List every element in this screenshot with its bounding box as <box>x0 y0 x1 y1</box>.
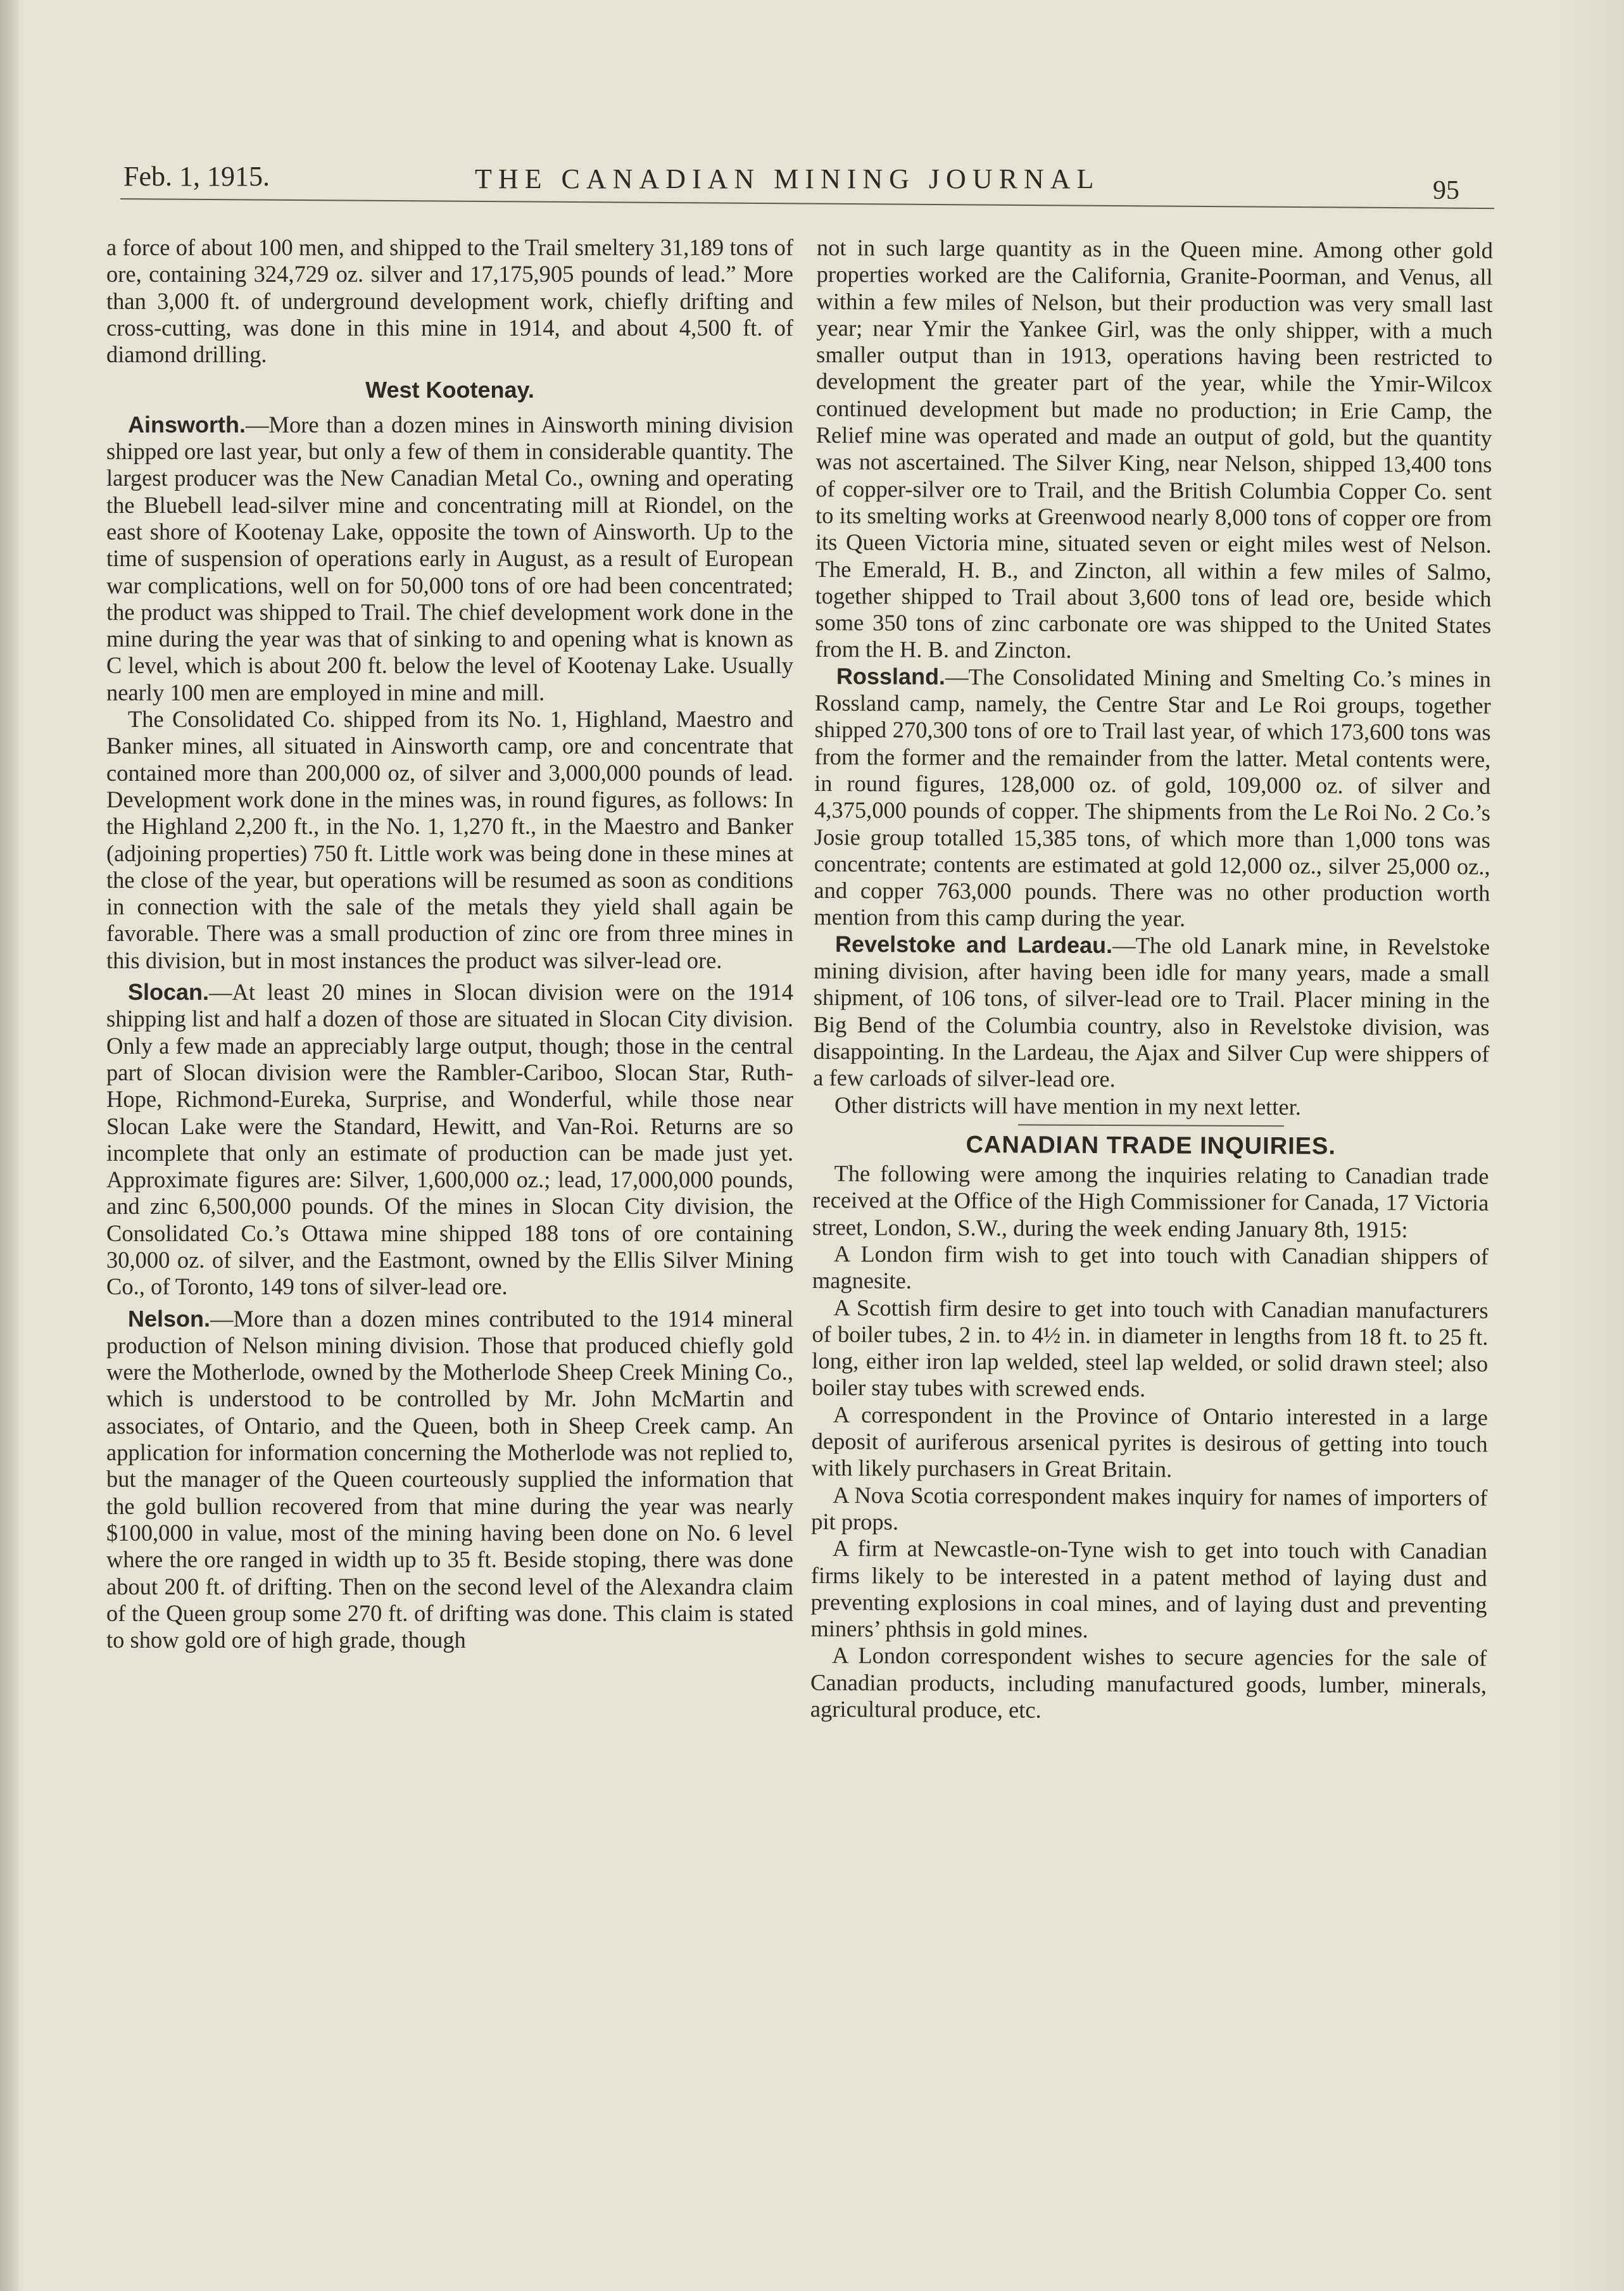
journal-title: THE CANADIAN MINING JOURNAL <box>475 163 1100 194</box>
left-column <box>106 234 793 1653</box>
trade-inquiry-item: A London correspondent wishes to secure agencies for the sale of Canadian products, including manufactured goods, lumber, minerals, agricultural produce, etc. <box>810 1642 1487 1723</box>
ainsworth-text: —More than a dozen mines in Ainsworth mining division shipped ore last year, but only a few of them in considerable quantity. The largest producer was the New Canadian Metal Co., owning and operating the Bluebell lead-silver mine and concentrating mill at Riondel, on the east shore of Kootenay Lake, opposite the town of Ainsworth. Up to the time of suspension of operations early in August, as a result of European war complications, well on for 50,000 tons of ore had been concentrated; the product was shipped to Trail. The chief development work done in the mine during the year was that of sinking to and opening what is known as C level, which is about 200 ft. below the level of Kootenay Lake. Usually nearly 100 men are employed in mine and mill. <box>106 411 793 705</box>
slocan-lead: Slocan. <box>128 979 210 1006</box>
revelstoke-text: —The old Lanark mine, in Revelstoke mining division, after having been idle for many years, made a small shipment, of 106 tons, of silver-lead ore to Trail. Placer mining in the Big Bend of the Columbia country, also in Revelstoke division, was disappointing. In the Lardeau, the Ajax and Silver Cup were shippers of a few carloads of silver-lead ore. <box>813 931 1490 1092</box>
trade-inquiry-item: A correspondent in the Province of Ontario interested in a large deposit of auriferous arsenical pyrites is desirous of getting into touch with likely purchasers in Great Britain. <box>811 1401 1488 1482</box>
trade-inquiry-item: A firm at Newcastle-on-Tyne wish to get into touch with Canadian firms likely to be interested in a patent method of laying dust and preventing explosions in coal mines, and of laying dust and preventing miners’ phthsis in gold mines. <box>810 1535 1488 1643</box>
trade-intro-paragraph: The following were among the inquiries relating to Canadian trade received at the Office of the High Commissioner for Canada, 17 Victoria street, London, S.W., during the week ending January 8th, 1915: <box>812 1160 1489 1242</box>
rossland-text: —The Consolidated Mining and Smelting Co.’s mines in Rossland camp, namely, the Centre Star and Le Roi groups, together shipped 270,300 tons of ore to Trail last year, of which 173,600 tons was from the former and the remainder from the latter. Metal contents were, in round figures, 128,000 oz. of gold, 109,000 oz. of silver and 4,375,000 pounds of copper. The shipments from the Le Roi No. 2 Co.’s Josie group totalled 15,385 tons, of which more than 1,000 tons was concentrate; contents are estimated at gold 12,000 oz., silver 25,000 oz., and copper 763,000 pounds. There was no other production worth mention from this camp during the year. <box>814 663 1492 931</box>
intro-paragraph: a force of about 100 men, and shipped to the Trail smeltery 31,189 tons of ore, containing 324,729 oz. silver and 17,175,905 pounds of lead.” More than 3,000 ft. of underground development work, chiefly drifting and cross-cutting, was done in this mine in 1914, and about 4,500 ft. of diamond drilling. <box>106 234 793 368</box>
continued-paragraph: not in such large quantity as in the Queen mine. Among other gold properties worked are the California, Granite-Poorman, and Venus, all within a few miles of Nelson, but their production was very small last year; near Ymir the Yankee Girl, was the only shipper, with a much smaller output than in 1913, operations having been restricted to development the greater part of the year, while the Ymir-Wilcox continued development but made no production; in Erie Camp, the Relief mine was operated and made an output of gold, but the quantity was not ascertained. The Silver King, near Nelson, shipped 13,400 tons of copper-silver ore to Trail, and the British Columbia Copper Co. sent to its smelting works at Greenwood nearly 8,000 tons of copper ore from its Queen Victoria mine, situated seven or eight miles west of Nelson. The Emerald, H. B., and Zincton, all within a few miles of Salmo, together shipped to Trail about 3,600 tons of lead ore, beside which some 350 tons of zinc carbonate ore was shipped to the United States from the H. B. and Zincton. <box>815 234 1493 664</box>
trade-inquiry-item: A London firm wish to get into touch with Canadian shippers of magnesite. <box>812 1240 1489 1294</box>
rossland-paragraph <box>814 663 1491 934</box>
section-heading-west-kootenay: West Kootenay. <box>365 377 534 403</box>
section-divider-rule <box>1018 1124 1284 1127</box>
rossland-lead: Rossland. <box>836 662 946 690</box>
revelstoke-lead: Revelstoke and Lardeau. <box>835 930 1113 958</box>
nelson-text: —More than a dozen mines contributed to the 1914 mineral production of Nelson mining division. Those that produced chiefly gold were the Motherlode, owned by the Motherlode Sheep Creek Mining Co., which is understood to be controlled by Mr. John McMartin and associates, of Ontario, and the Queen, both in Sheep Creek camp. An application for information concerning the Motherlode was not replied to, but the manager of the Queen courteously supplied the information that the gold bullion recovered from that mine during the year was nearly $100,000 in value, most of the mining having been done on No. 6 level where the ore ranged in width up to 35 ft. Beside stoping, there was done about 200 ft. of drifting. Then on the second level of the Alexandra claim of the Queen group some 270 ft. of drifting was done. This claim is stated to show gold ore of high grade, though <box>106 1305 793 1653</box>
issue-date: Feb. 1, 1915. <box>123 161 270 192</box>
revelstoke-paragraph <box>813 931 1490 1094</box>
nelson-lead: Nelson. <box>128 1305 211 1332</box>
consolidated-paragraph: The Consolidated Co. shipped from its No. 1, Highland, Maestro and Banker mines, all situated in Ainsworth camp, ore and concentrate that contained more than 200,000 oz, of silver and 3,000,000 pounds of lead. Development work done in the mines was, in round figures, as follows: In the Highland 2,200 ft., in the No. 1, 1,270 ft., in the Maestro and Banker (adjoining properties) 750 ft. Little work was being done in these mines at the close of the year, but operations will be resumed as soon as conditions in connection with the sale of the metals they yield shall again be favorable. There was a small production of zinc ore from three mines in this division, but in most instances the product was silver-lead ore. <box>106 706 793 973</box>
ainsworth-lead: Ainsworth. <box>128 411 246 438</box>
header-rule <box>120 198 1494 209</box>
slocan-text: —At least 20 mines in Slocan division were on the 1914 shipping list and half a dozen of those are situated in Slocan City division. Only a few made an appreciably large output, though; those in the central part of Slocan division were the Rambler-Cariboo, Slocan Star, Ruth-Hope, Richmond-Eureka, Surprise, and Wonderful, while those near Slocan Lake were the Standard, Hewitt, and Van-Roi. Returns are so incomplete that only an estimate of production can be made just yet. Approximate figures are: Silver, 1,600,000 oz.; lead, 17,000,000 pounds, and zinc 6,500,000 pounds. Of the mines in Slocan City division, the Consolidated Co.’s Ottawa mine shipped 188 tons of ore containing 30,000 oz. of silver, and the Eastmont, owned by the Ellis Silver Mining Co., of Toronto, 149 tons of silver-lead ore. <box>106 979 793 1300</box>
right-column <box>810 234 1493 1726</box>
trade-inquiry-item: A Scottish firm desire to get into touch with Canadian manufacturers of boiler tubes, 2 in. to 4½ in. in diameter in lengths from 18 ft. to 25 ft. long, either iron lap welded, steel lap welded, or solid drawn steel; also boiler stay tubes with screwed ends. <box>811 1294 1489 1402</box>
other-districts-paragraph: Other districts will have mention in my next letter. <box>834 1091 1302 1120</box>
nelson-paragraph <box>106 1306 793 1654</box>
trade-inquiries-title: CANADIAN TRADE INQUIRIES. <box>966 1131 1337 1160</box>
page-number: 95 <box>1433 176 1459 205</box>
page-binding-edge <box>0 0 19 2291</box>
trade-inquiry-item: A Nova Scotia correspondent makes inquiry for names of importers of pit props. <box>811 1481 1488 1535</box>
slocan-paragraph <box>106 979 793 1301</box>
ainsworth-paragraph <box>106 412 793 706</box>
